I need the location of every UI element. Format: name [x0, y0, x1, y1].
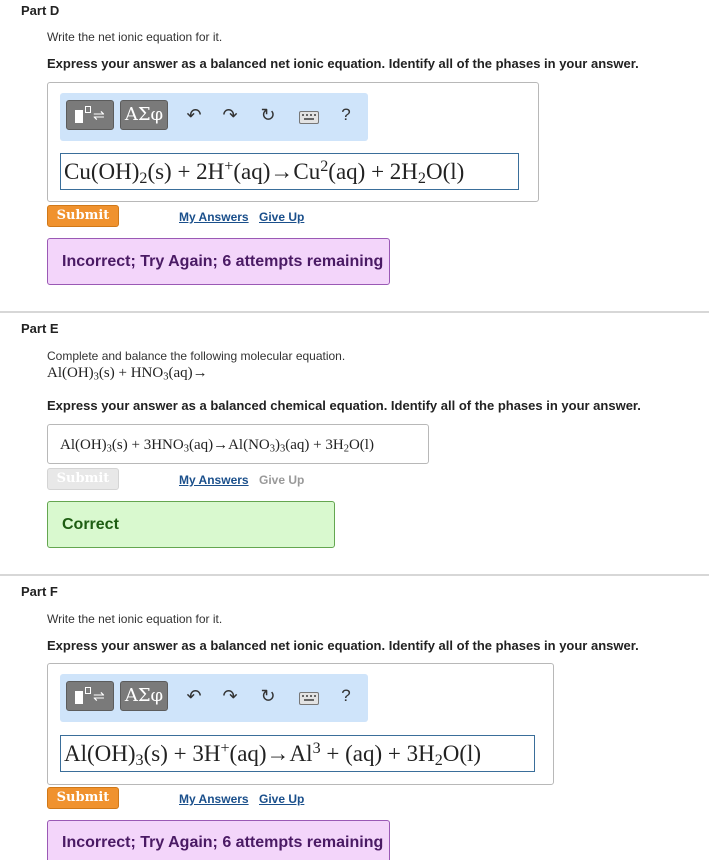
part-f-title: Part F	[21, 584, 58, 599]
part-f-toolbar	[60, 674, 368, 722]
greek-symbols-button[interactable]: ΑΣφ	[120, 681, 168, 711]
redo-icon[interactable]: ↷	[222, 686, 238, 706]
undo-icon[interactable]: ↶	[186, 105, 202, 125]
part-f-express: Express your answer as a balanced net ionic equation. Identify all of the phases in your answer.	[47, 638, 639, 653]
part-f-editor	[47, 663, 554, 785]
part-d-submit-button[interactable]: Submit	[47, 205, 119, 227]
greek-symbols-button[interactable]: ΑΣφ	[120, 100, 168, 130]
templates-button[interactable]: ⇌	[66, 681, 114, 711]
part-e-feedback: Correct	[47, 501, 335, 548]
help-button[interactable]: ?	[341, 686, 351, 705]
divider	[0, 311, 709, 313]
part-e-express: Express your answer as a balanced chemical equation. Identify all of the phases in your answer.	[47, 398, 641, 413]
reset-icon[interactable]: ↻	[260, 686, 276, 706]
part-f-instruction: Write the net ionic equation for it.	[47, 612, 223, 626]
part-d-editor	[47, 82, 539, 202]
part-d-instruction: Write the net ionic equation for it.	[47, 30, 223, 44]
part-d-toolbar	[60, 93, 368, 141]
keyboard-icon[interactable]	[299, 692, 319, 705]
undo-icon[interactable]: ↶	[186, 686, 202, 706]
part-f-submit-button[interactable]: Submit	[47, 787, 119, 809]
part-e-title: Part E	[21, 321, 59, 336]
part-d-give-up-link[interactable]: Give Up	[259, 210, 305, 224]
part-d-express: Express your answer as a balanced net ionic equation. Identify all of the phases in your answer.	[47, 56, 639, 71]
help-button[interactable]: ?	[341, 105, 351, 124]
part-d-title: Part D	[21, 3, 60, 18]
part-e-my-answers-link[interactable]: My Answers	[179, 473, 249, 487]
part-f-feedback: Incorrect; Try Again; 6 attempts remaining	[47, 820, 390, 860]
part-d-my-answers-link[interactable]: My Answers	[179, 210, 249, 224]
part-e-answer: $Al(OH)_3(s) + 3HNO_3(aq)\to Al(NO_3)_3(aq) + 3H_2O(l)$	[47, 424, 429, 464]
part-e-instruction: Complete and balance the following molecular equation.	[47, 349, 346, 363]
divider	[0, 574, 709, 576]
part-e-give-up-link: Give Up	[259, 473, 305, 487]
templates-button[interactable]: ⇌	[66, 100, 114, 130]
part-f-my-answers-link[interactable]: My Answers	[179, 792, 249, 806]
reset-icon[interactable]: ↻	[260, 105, 276, 125]
part-d-feedback: Incorrect; Try Again; 6 attempts remaining	[47, 238, 390, 285]
part-f-give-up-link[interactable]: Give Up	[259, 792, 305, 806]
part-d-answer-input[interactable]: $Cu(OH)_2(s) + 2H^+(aq)\to Cu^2(aq) + 2H_2O(l)$	[60, 153, 519, 190]
redo-icon[interactable]: ↷	[222, 105, 238, 125]
part-f-answer-input[interactable]: $Al(OH)_3(s) + 3H^+(aq)\to Al^3 + (aq) + 3H_2O(l)$	[60, 735, 535, 772]
part-e-question-equation: $Al(OH)_3(s) + HNO_3(aq)\to$	[47, 365, 208, 383]
keyboard-icon[interactable]	[299, 111, 319, 124]
part-e-submit-button: Submit	[47, 468, 119, 490]
